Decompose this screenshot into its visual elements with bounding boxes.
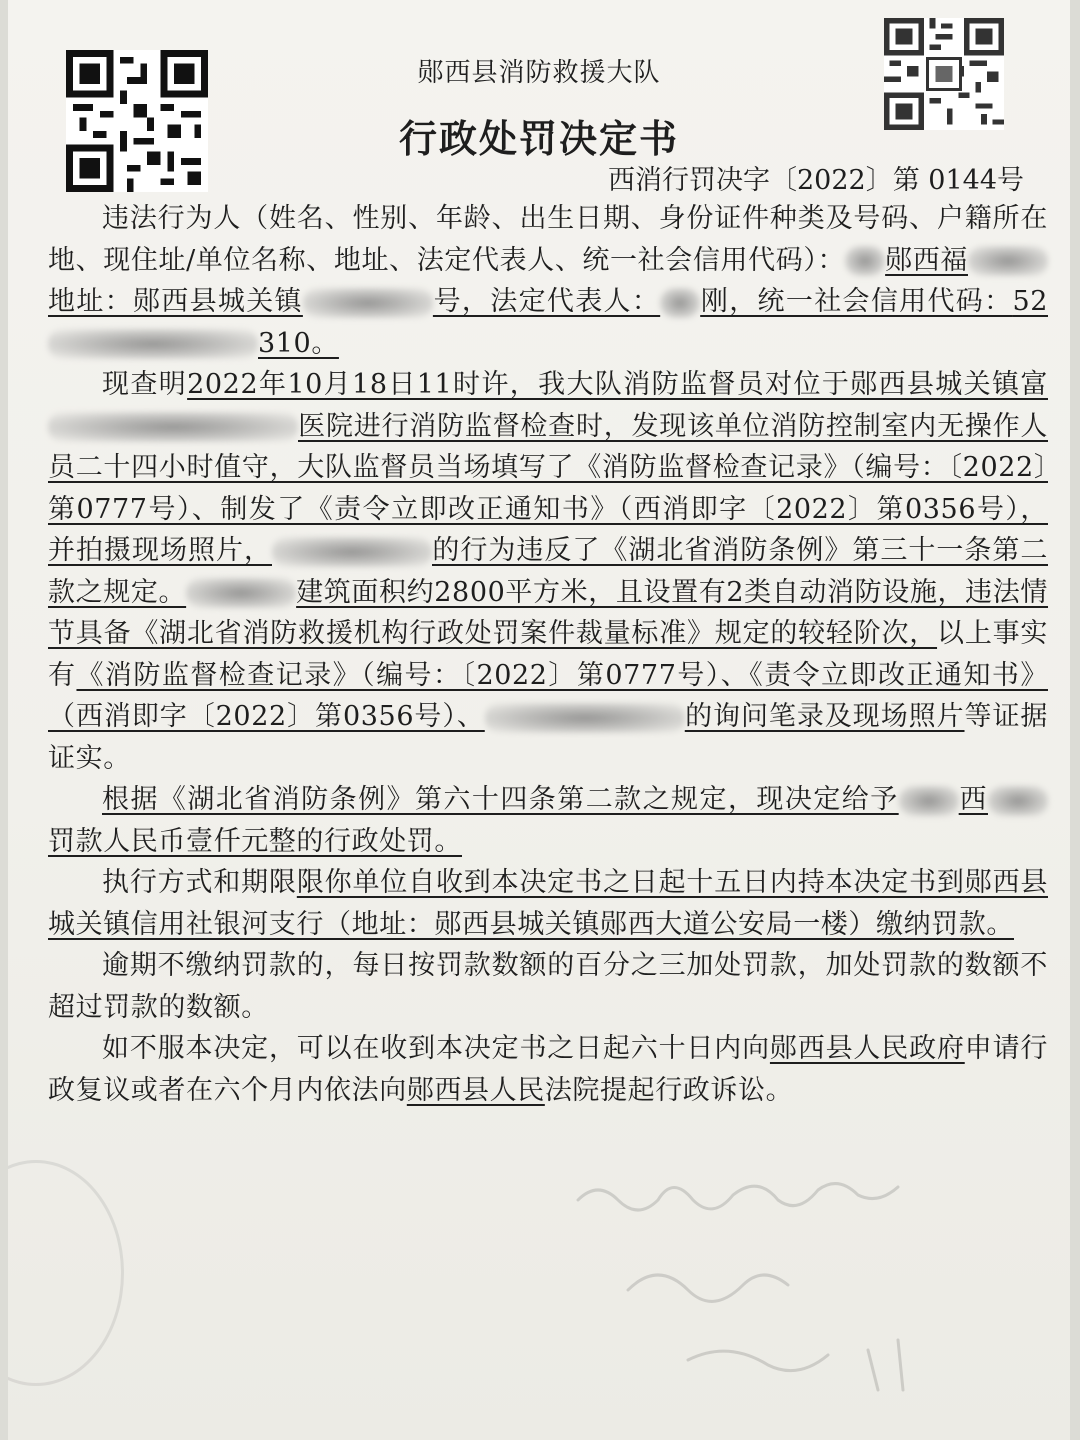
execution-lead: 执行方式和期限: [102, 867, 297, 898]
document-title: 行政处罚决定书: [398, 116, 679, 161]
legal-rep-label: 号，法定代表人：: [432, 286, 661, 317]
paragraph-appeal: 如不服本决定，可以在收到本决定书之日起六十日内向郧西县人民政府申请行政复议或者在六个月内依法向郧西县人民法院提起行政诉讼。: [48, 1033, 1048, 1106]
facts-lead: 现查明: [102, 369, 188, 400]
redaction: [485, 703, 685, 733]
faded-stamp: [8, 1160, 124, 1386]
redaction: [988, 786, 1048, 816]
document-body: [48, 198, 1048, 1111]
redaction: [845, 246, 885, 276]
offender-address: 地址：郧西县城关镇: [48, 286, 303, 317]
redaction: [899, 786, 959, 816]
offender-name-fragment: 郧西福地址：郧西县城关镇 号，法定代表人： 刚，统一社会信用代码：52310。: [48, 244, 1048, 359]
execution-text: 限你单位自收到本决定书之日起十五日内持本决定书到郧西县城关镇信用社银河支行（地址：郧西县城关镇郧西大道公安局一楼）缴纳罚款。: [48, 867, 1048, 940]
court-name: 郧西县人民: [406, 1074, 545, 1106]
redaction: [186, 578, 296, 608]
faded-signature: [568, 1160, 1008, 1420]
credit-code-suffix: 310。: [258, 327, 339, 359]
paragraph-overdue: 逾期不缴纳罚款的，每日按罚款数额的百分之三加处罚款，加处罚款的数额不超过罚款的数额。: [48, 950, 1048, 1023]
redaction: [303, 288, 433, 318]
credit-code-label: 刚，统一社会信用代码：: [700, 286, 1013, 317]
decision-text: 根据《湖北省消防条例》第六十四条第二款之规定，现决定给予 西罚款人民币壹仟元整的行政处罚。: [48, 784, 1048, 857]
facts-evidence: 《消防监督检查记录》（编号：〔2022〕第0777号）、《责令立即改正通知书》（西消即字〔2022〕第0356号）、 的询问笔录及现场照片: [48, 659, 1048, 732]
document-number: 西消行罚决字〔2022〕第 0144号: [607, 165, 1024, 196]
credit-code-prefix: 52: [1012, 286, 1048, 317]
document-page: [8, 0, 1070, 1440]
paragraph-execution: [48, 862, 1048, 945]
offender-intro: 违法行为人（姓名、性别、年龄、出生日期、身份证件种类及号码、户籍所在地、现住址/单位名称、地址、法定代表人、统一社会信用代码）：: [48, 203, 1048, 276]
issuing-authority: 郧西县消防救援大队: [417, 58, 661, 88]
paragraph-facts: [48, 364, 1048, 779]
redaction: [48, 329, 258, 359]
review-authority: 郧西县人民政府: [769, 1033, 965, 1064]
facts-end: 等证据证实。: [48, 701, 1048, 774]
facts-text: 2022年10月18日11时许，我大队消防监督员对位于郧西县城关镇富医院进行消防监督检查时，发现该单位消防控制室内无操作人员二十四小时值守，大队监督员当场填写了《消防监督检查记录》（编号：〔2022〕第0777号）、制发了《责令立即改正通知书》（西消即字〔2022〕第0356号），并拍摄现场照片， 的行为违反了《湖北省消防条例》第三十一条第二款之规定。 建筑面积约2800平方米，且设置有2类自动消防设施，违法情节具备《湖北省消防救援机构行政处罚案件裁量标准》规定的较轻阶次，: [48, 369, 1049, 649]
redaction: [660, 288, 700, 318]
redaction: [48, 412, 298, 442]
redaction: [968, 246, 1048, 276]
paragraph-offender: [48, 198, 1048, 364]
facts-evidence-lead: 以上事实有: [48, 618, 1048, 691]
redaction: [272, 537, 432, 567]
paragraph-decision: [48, 779, 1048, 862]
